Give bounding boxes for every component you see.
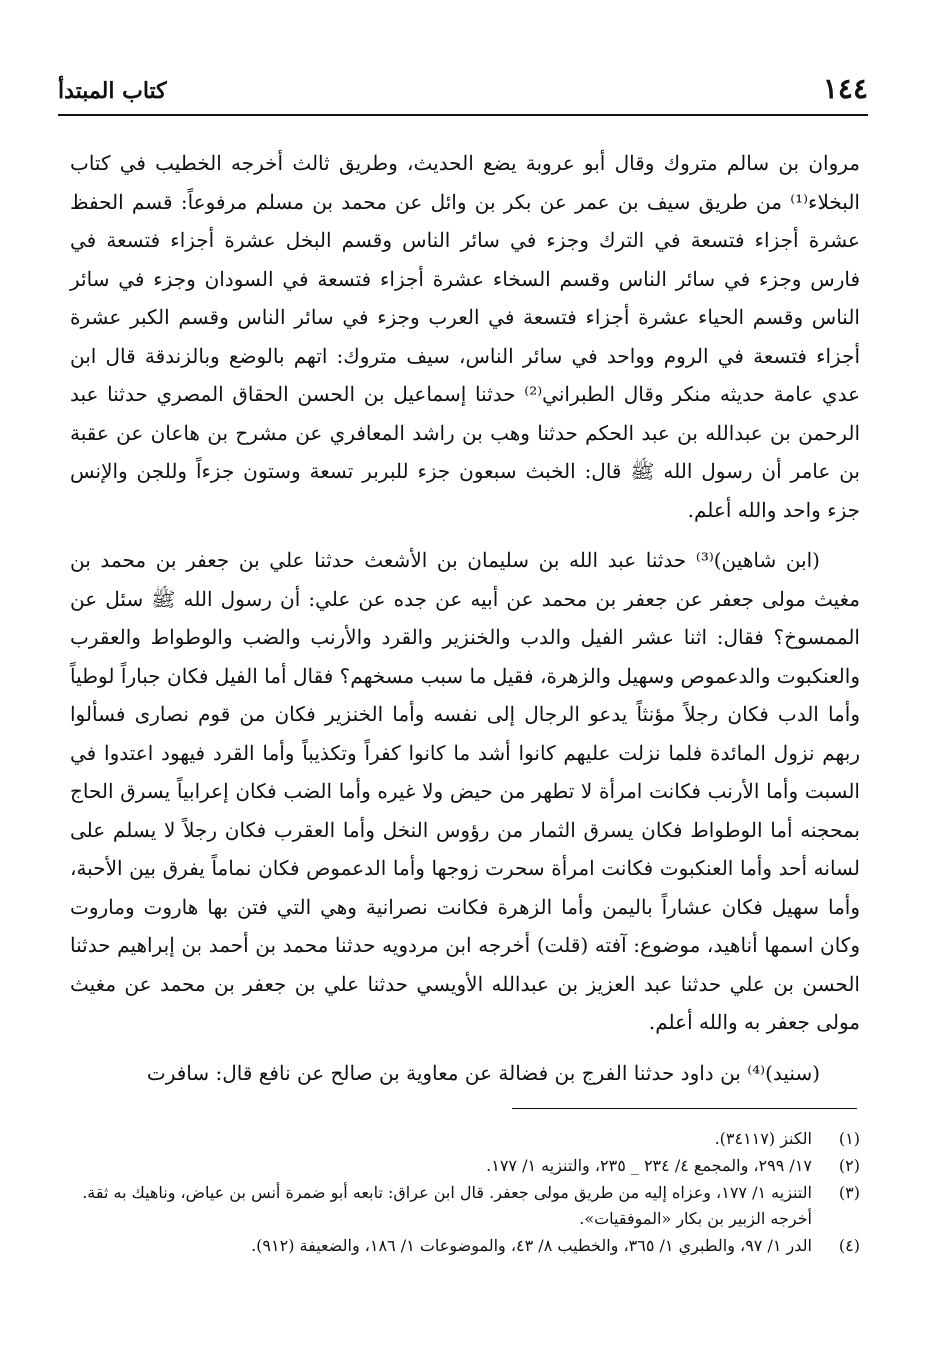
footnote-text: الدر ١/ ٩٧، والطبري ١/ ٣٦٥، والخطيب ٨/ ٤٣، والموضوعات ١/ ١٨٦، والضعيفة (٩١٢). xyxy=(251,1236,812,1255)
footnote-text: الكنز (٣٤١١٧). xyxy=(714,1129,812,1148)
page-header xyxy=(58,68,868,108)
footnote-3 xyxy=(80,1180,860,1232)
footnote-1 xyxy=(80,1126,860,1152)
footnote-number: (٣) xyxy=(838,1183,860,1202)
footnote-text: ١٧/ ٢٩٩، والمجمع ٤/ ٢٣٤ _ ٢٣٥، والتنزيه ١/ ١٧٧. xyxy=(486,1156,812,1175)
paragraph-3: (سنيد)⁽⁴⁾ بن داود حدثنا الفرج بن فضالة عن معاوية بن صالح عن نافع قال: سافرت xyxy=(146,1060,820,1085)
paragraph-2: (ابن شاهين)⁽³⁾ حدثنا عبد الله بن سليمان بن الأشعث حدثنا علي بن جعفر بن محمد بن مغيث مولى جعفر عن جعفر بن محمد عن أبيه عن جده عن علي: أن رسول الله ﷺ سئل عن الممسوخ؟ فقال: اثنا عشر الفيل والدب والخنزير والقرد والأرنب والضب والوطواط والعقرب والعنكبوت والدعموص وسهيل والزهرة، فقيل ما سبب مسخهم؟ فقال أما الفيل فكان جباراً لوطياً وأما الدب فكان رجلاً مؤنثاً يدعو الرجال إلى نفسه وأما الخنزير فكان من قوم نصارى فسألوا ربهم نزول المائدة فلما نزلت عليهم كانوا أشد ما كانوا كفراً وتكذيباً وأما القرد فيهود اعتدوا في السبت وأما الأرنب فكانت امرأة لا تطهر من حيض ولا غيره وأما الضب فكان إعرابياً يسرق الحاج بمحجنه أما الوطواط فكان يسرق الثمار من رؤوس النخل وأما العقرب فكان رجلاً لا يسلم على لسانه أحد وأما العنكبوت فكانت امرأة سحرت زوجها وأما الدعموص فكان نماماً يفرق بين الأحبة، وأما سهيل فكان عشاراً باليمن وأما الزهرة فكانت نصرانية وهي التي فتن بها هاروت وماروت وكان اسمها أناهيد، موضوع: آفته (قلت) أخرجه ابن مردويه حدثنا محمد بن أحمد بن إبراهيم حدثنا الحسن بن علي حدثنا عبد العزيز بن عبدالله الأويسي حدثنا علي بن جعفر بن محمد عن مغيث مولى جعفر به والله أعلم. xyxy=(70,548,861,1034)
footnote-text: التنزيه ١/ ١٧٧، وعزاه إليه من طريق مولى جعفر. قال ابن عراق: تابعه أبو ضمرة أنس بن عياض، وناهيك به ثقة. أخرجه الزبير بن بكار «الموفقيات». xyxy=(82,1183,812,1228)
page-number: ١٤٤ xyxy=(822,72,868,105)
footnote-2 xyxy=(80,1153,860,1179)
header-divider xyxy=(58,114,868,116)
footnote-4 xyxy=(80,1233,860,1259)
footnote-number: (١) xyxy=(838,1129,860,1148)
footnote-number: (٢) xyxy=(838,1156,860,1175)
footnote-divider xyxy=(512,1108,857,1109)
footnote-number: (٤) xyxy=(838,1236,860,1255)
paragraph-1: مروان بن سالم متروك وقال أبو عروبة يضع الحديث، وطريق ثالث أخرجه الخطيب في كتاب البخلاء⁽¹⁾ من طريق سيف بن عمر عن بكر بن وائل عن محمد بن مسلم مرفوعاً: قسم الحفظ عشرة أجزاء فتسعة في الترك وجزء في سائر الناس وقسم البخل عشرة أجزاء فتسعة في فارس وجزء في سائر الناس وقسم السخاء عشرة أجزاء فتسعة في السودان وجزء في سائر الناس وقسم الحياء عشرة أجزاء فتسعة في العرب وجزء في سائر الناس وقسم الكبر عشرة أجزاء فتسعة في الروم وواحد في سائر الناس، سيف متروك: اتهم بالوضع وبالزندقة قال ابن عدي عامة حديثه منكر وقال الطبراني⁽²⁾ حدثنا إسماعيل بن الحسن الحقاق المصري حدثنا عبد الرحمن بن عبدالله بن عبد الحكم حدثنا وهب بن راشد المعافري عن مشرح بن هاعان عن عقبة بن عامر أن رسول الله ﷺ قال: الخبث سبعون جزء للبربر تسعة وستون جزءاً وللجن والإنس جزء واحد والله أعلم. xyxy=(70,151,861,522)
main-text xyxy=(70,144,860,1092)
footnotes xyxy=(80,1126,860,1260)
book-title: كتاب المبتدأ xyxy=(58,78,167,104)
